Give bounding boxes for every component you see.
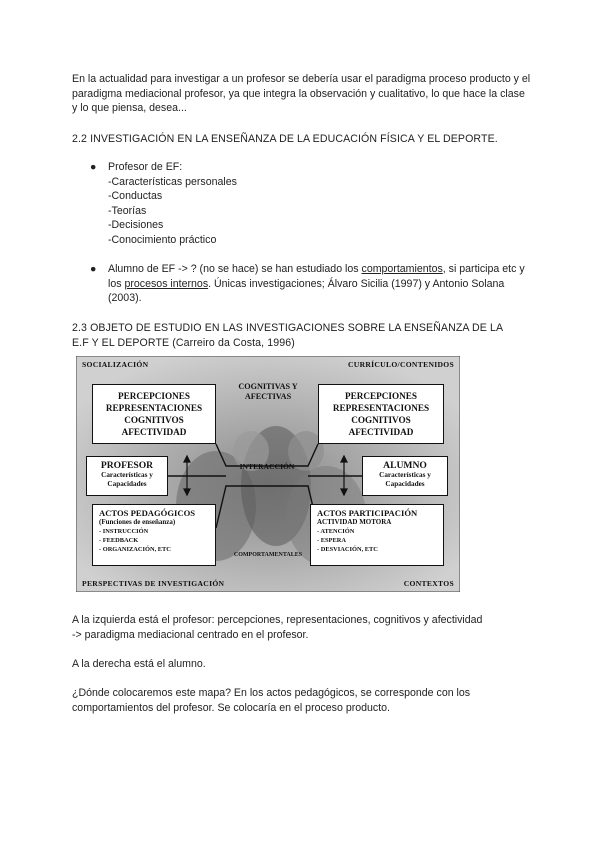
text-run: Alumno de EF -> ? (no se hace) se han estudiado los: [108, 263, 362, 275]
text-run: , si participa etc y los: [108, 263, 525, 290]
box-line: Capacidades: [107, 480, 147, 488]
box-subtitle: (Funciones de enseñanza): [99, 518, 176, 526]
list-item: - FEEDBACK: [99, 537, 139, 544]
paragraph-izquierda: [72, 613, 542, 642]
paragraph-line: -> paradigma mediacional centrado en el profesor.: [72, 628, 309, 641]
list-item: - ATENCIÓN: [317, 528, 355, 535]
label-perspectivas: PERSPECTIVAS DE INVESTIGACIÓN: [82, 579, 225, 588]
paragraph-mapa: ¿Dónde colocaremos este mapa? En los actos pedagógicos, se corresponde con los comportamientos del profesor. Se colocaría en el proceso producto.: [72, 687, 471, 714]
box-title: ACTOS PEDAGÓGICOS: [99, 508, 196, 518]
heading-citation: (Carreiro da Costa, 1996): [169, 336, 295, 349]
box-title: ALUMNO: [383, 460, 427, 471]
list-item: -Conductas: [108, 190, 163, 203]
label-socializacion: SOCIALIZACIÓN: [82, 360, 149, 369]
bullet-dot: ●: [90, 161, 97, 173]
list-item: -Conocimiento práctico: [108, 233, 217, 246]
paragraph-line: A la izquierda está el profesor: percepciones, representaciones, cognitivos y afectividad: [72, 614, 483, 626]
bullet-dot: ●: [90, 263, 97, 275]
list-item: - INSTRUCCIÓN: [99, 528, 149, 535]
box-title: ACTOS PARTICIPACIÓN: [317, 508, 418, 518]
list-item: - ESPERA: [317, 537, 346, 544]
box-profesor: [86, 456, 168, 496]
section-2-3-heading-line-2: [72, 336, 542, 351]
list-item: -Decisiones: [108, 219, 164, 232]
bullet-alumno: [90, 262, 540, 308]
label-line: AFECTIVAS: [244, 392, 292, 401]
box-alumno: [362, 456, 448, 496]
intro-paragraph: En la actualidad para investigar a un profesor se debería usar el paradigma proceso producto y el paradigma mediacional profesor, ya que integra la observación y cualitativo, lo que hace la clase y lo que piensa, desea...: [72, 73, 531, 115]
box-line: Características y: [379, 471, 431, 479]
link-procesos-internos[interactable]: procesos internos: [124, 277, 209, 290]
box-percepciones-profesor: [92, 384, 216, 444]
box-line: PERCEPCIONES: [118, 391, 190, 401]
box-line: REPRESENTACIONES: [332, 403, 430, 413]
label-curriculo: CURRÍCULO/CONTENIDOS: [348, 360, 454, 369]
box-actos-participacion: [310, 504, 444, 566]
box-line: AFECTIVIDAD: [121, 427, 187, 437]
bullet-profesor: [90, 160, 540, 250]
label-comportamentales: COMPORTAMENTALES: [233, 552, 303, 558]
box-line: PERCEPCIONES: [345, 391, 417, 401]
box-actos-pedagogicos: [92, 504, 216, 566]
label-contextos: CONTEXTOS: [403, 579, 454, 588]
list-item: - ORGANIZACIÓN, ETC: [99, 546, 171, 553]
section-2-3-heading: [72, 321, 542, 350]
section-2-2-heading: 2.2 INVESTIGACIÓN EN LA ENSEÑANZA DE LA EDUCACIÓN FÍSICA Y EL DEPORTE.: [72, 133, 498, 145]
box-line: COGNITIVOS: [124, 415, 184, 425]
box-line: Capacidades: [385, 480, 425, 488]
section-2-3-heading-line-1: 2.3 OBJETO DE ESTUDIO EN LAS INVESTIGACIONES SOBRE LA ENSEÑANZA DE LA: [72, 322, 504, 334]
list-item: -Teorías: [108, 204, 147, 217]
label-line: COGNITIVAS Y: [238, 382, 298, 391]
research-diagram: [76, 356, 460, 592]
list-item: -Características personales: [108, 175, 237, 188]
link-comportamientos[interactable]: comportamientos: [361, 263, 443, 275]
box-title: PROFESOR: [100, 460, 154, 471]
bullet-alumno-text: [108, 262, 538, 306]
label-cognitivas-afectivas: [216, 382, 320, 402]
box-subtitle: ACTIVIDAD MOTORA: [317, 518, 392, 526]
box-line: REPRESENTACIONES: [105, 403, 203, 413]
text-run: . Únicas investigaciones; Álvaro Sicilia (1997) y Antonio Solana (2003).: [108, 277, 505, 305]
bullet-profesor-title: Profesor de EF:: [108, 161, 183, 173]
paragraph-derecha: A la derecha está el alumno.: [72, 658, 206, 670]
list-item: - DESVIACIÓN, ETC: [317, 546, 378, 553]
box-percepciones-alumno: [318, 384, 444, 444]
box-line: COGNITIVOS: [351, 415, 411, 425]
box-line: AFECTIVIDAD: [348, 427, 414, 437]
heading-text: E.F Y EL DEPORTE: [72, 336, 170, 349]
label-interaccion: INTERACCIÓN: [239, 462, 295, 471]
box-line: Características y: [101, 471, 153, 479]
